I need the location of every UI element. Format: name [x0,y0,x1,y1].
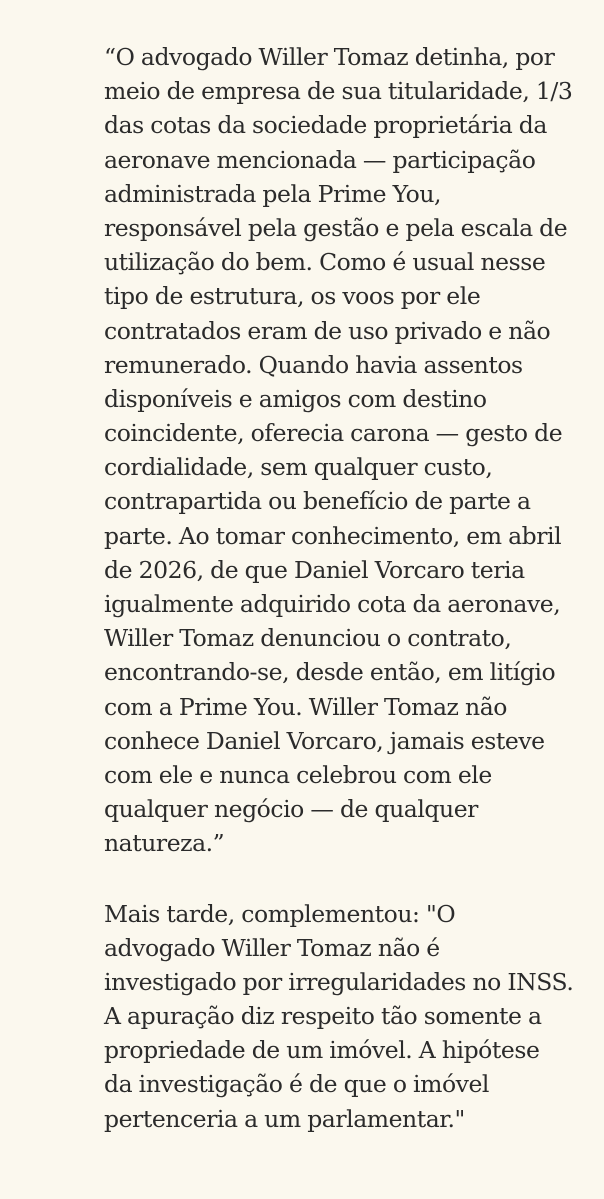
text-line: coincidente, oferecia carona — gesto de [104,419,563,448]
text-line: cordialidade, sem qualquer custo, [104,453,493,482]
text-line: conhece Daniel Vorcaro, jamais esteve [104,726,545,755]
article-body [104,40,594,1136]
text-line: Mais tarde, complementou: "O [104,899,456,928]
text-line: encontrando-se, desde então, em litígio [104,658,556,687]
quote-paragraph [104,40,594,861]
text-line: contrapartida ou benefício de parte a [104,487,531,516]
text-line: com a Prime You. Willer Tomaz não [104,692,507,721]
text-line: pertenceria a um parlamentar." [104,1104,465,1133]
text-line: “O advogado Willer Tomaz detinha, por [104,43,555,71]
text-line: Willer Tomaz denunciou o contrato, [104,624,512,653]
follow-up-paragraph [104,897,594,1136]
text-line: com ele e nunca celebrou com ele [104,760,492,789]
text-line: qualquer negócio — de qualquer [104,795,478,824]
text-line: da investigação é de que o imóvel [104,1070,489,1099]
text-line: natureza.” [104,829,225,858]
paragraph-spacer [104,861,594,897]
text-line: de 2026, de que Daniel Vorcaro teria [104,555,525,584]
text-line: contratados eram de uso privado e não [104,316,551,345]
text-line: disponíveis e amigos com destino [104,384,487,413]
text-line: igualmente adquirido cota da aeronave, [104,590,561,618]
text-line: propriedade de um imóvel. A hipótese [104,1036,540,1065]
text-line: parte. Ao tomar conhecimento, em abril [104,521,562,550]
text-line: utilização do bem. Como é usual nesse [104,248,546,277]
text-line: investigado por irregularidades no INSS. [104,967,574,996]
text-line: responsável pela gestão e pela escala de [104,213,568,242]
text-line: aeronave mencionada — participação [104,145,536,174]
text-line: das cotas da sociedade proprietária da [104,111,547,140]
text-line: A apuração diz respeito tão somente a [104,1002,542,1031]
text-line: advogado Willer Tomaz não é [104,933,440,962]
text-line: administrada pela Prime You, [104,179,442,208]
text-line: remunerado. Quando havia assentos [104,350,523,379]
text-line: tipo de estrutura, os voos por ele [104,282,481,311]
text-line: meio de empresa de sua titularidade, 1/3 [104,77,573,106]
